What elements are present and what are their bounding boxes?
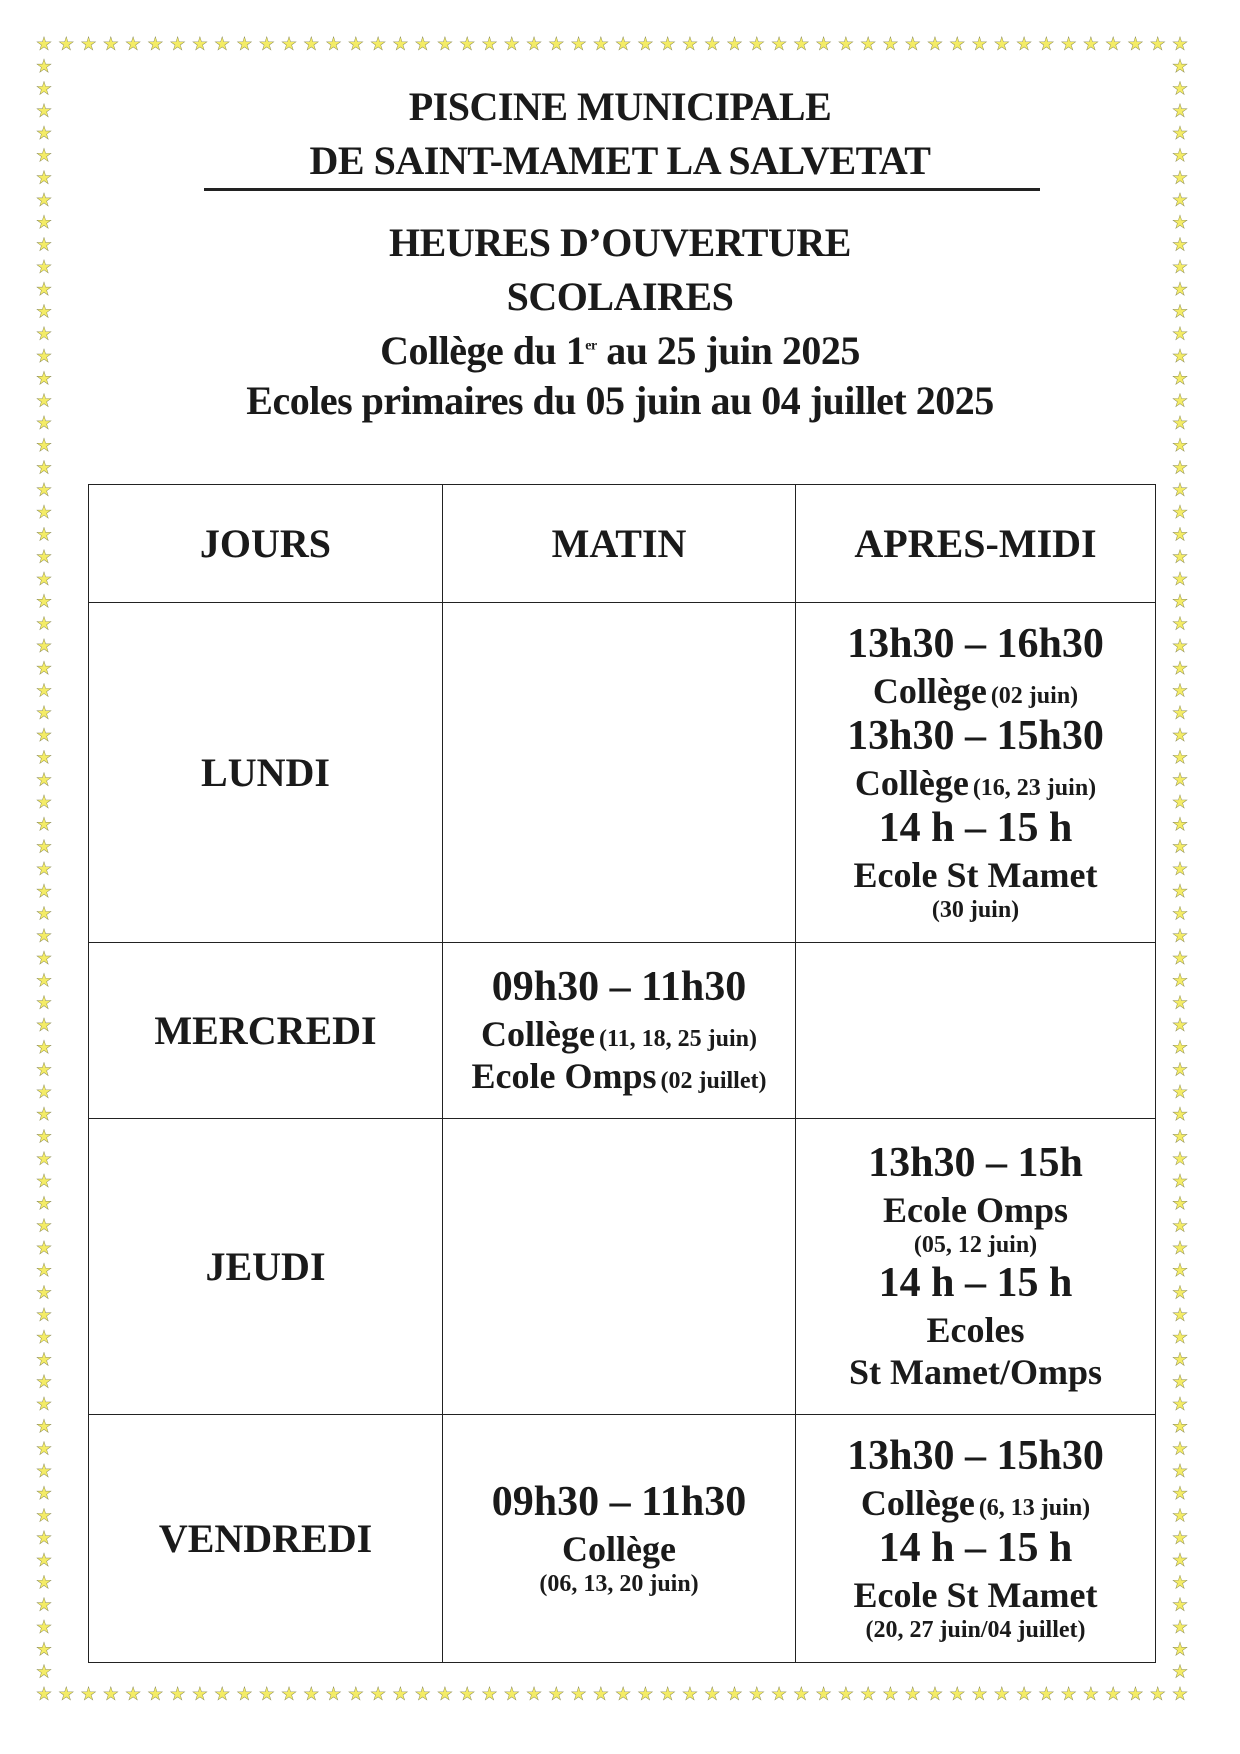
time-slot: 14 h – 15 h xyxy=(878,805,1073,852)
star-icon xyxy=(1172,58,1188,74)
star-icon xyxy=(36,58,52,74)
star-icon xyxy=(1172,950,1188,966)
star-icon xyxy=(326,1686,342,1702)
star-icon xyxy=(994,1686,1010,1702)
star-icon xyxy=(994,36,1010,52)
star-icon xyxy=(36,1396,52,1412)
star-icon xyxy=(1172,504,1188,520)
star-icon xyxy=(36,527,52,543)
schedule-entry xyxy=(796,1432,1155,1524)
star-icon xyxy=(949,1686,965,1702)
star-icon xyxy=(303,1686,319,1702)
star-icon xyxy=(36,750,52,766)
college-period xyxy=(0,324,1240,378)
star-icon xyxy=(1172,1575,1188,1591)
star-icon xyxy=(1172,906,1188,922)
time-slot: 13h30 – 15h30 xyxy=(847,713,1104,760)
star-icon xyxy=(1172,727,1188,743)
star-icon xyxy=(326,36,342,52)
star-icon xyxy=(103,36,119,52)
day-cell: JEUDI xyxy=(89,1119,443,1415)
star-icon xyxy=(882,1686,898,1702)
date-note: (11, 18, 25 juin) xyxy=(598,1025,757,1052)
star-icon xyxy=(1061,1686,1077,1702)
place-name: Ecole Omps xyxy=(883,1189,1068,1230)
star-icon xyxy=(704,1686,720,1702)
star-icon xyxy=(1172,861,1188,877)
star-icon xyxy=(1172,772,1188,788)
star-icon xyxy=(972,1686,988,1702)
star-icon xyxy=(771,1686,787,1702)
star-icon xyxy=(1172,1463,1188,1479)
star-icon xyxy=(860,36,876,52)
star-icon xyxy=(1172,1084,1188,1100)
star-icon xyxy=(927,1686,943,1702)
star-icon xyxy=(1172,527,1188,543)
place-with-note xyxy=(796,762,1155,804)
star-icon xyxy=(125,36,141,52)
schedule-entry xyxy=(443,963,795,1055)
star-icon xyxy=(1172,1129,1188,1145)
star-icon xyxy=(36,883,52,899)
date-note: (6, 13 juin) xyxy=(978,1494,1091,1521)
star-icon xyxy=(147,1686,163,1702)
star-icon xyxy=(348,36,364,52)
star-icon xyxy=(125,1686,141,1702)
table-row xyxy=(89,603,1156,943)
date-note: (05, 12 juin) xyxy=(913,1232,1038,1259)
star-icon xyxy=(1172,1352,1188,1368)
star-icon xyxy=(1172,1441,1188,1457)
star-icon xyxy=(481,36,497,52)
star-icon xyxy=(1172,36,1188,52)
star-icon xyxy=(793,1686,809,1702)
schedule-entry xyxy=(796,712,1155,804)
star-icon xyxy=(36,1418,52,1434)
star-icon xyxy=(36,1106,52,1122)
star-icon xyxy=(36,1597,52,1613)
star-icon xyxy=(303,36,319,52)
star-icon xyxy=(548,36,564,52)
star-icon xyxy=(459,1686,475,1702)
star-icon xyxy=(214,36,230,52)
ecoles-period: Ecoles primaires du 05 juin au 04 juillet 2025 xyxy=(246,378,994,423)
star-icon xyxy=(36,1307,52,1323)
date-note: (30 juin) xyxy=(931,897,1020,924)
place-name: Ecoles xyxy=(926,1309,1025,1350)
star-icon xyxy=(36,1151,52,1167)
schedule-entry xyxy=(443,1478,795,1598)
star-icon xyxy=(36,1352,52,1368)
star-icon xyxy=(370,36,386,52)
star-icon xyxy=(660,36,676,52)
star-icon xyxy=(1172,1307,1188,1323)
star-icon xyxy=(36,727,52,743)
star-icon xyxy=(36,972,52,988)
star-icon xyxy=(36,1218,52,1234)
star-icon xyxy=(36,482,52,498)
table-row xyxy=(89,943,1156,1119)
star-icon xyxy=(1172,1285,1188,1301)
place-name: Ecole Omps xyxy=(471,1056,657,1097)
star-icon xyxy=(36,1485,52,1501)
time-slot: 13h30 – 16h30 xyxy=(847,621,1104,668)
star-icon xyxy=(36,593,52,609)
star-icon xyxy=(816,1686,832,1702)
star-icon xyxy=(36,995,52,1011)
star-icon xyxy=(370,1686,386,1702)
star-icon xyxy=(1172,1062,1188,1078)
star-icon xyxy=(1172,192,1188,208)
star-icon xyxy=(749,1686,765,1702)
place-name: St Mamet/Omps xyxy=(849,1352,1102,1393)
hours-title-line1: HEURES D’OUVERTURE xyxy=(389,220,851,265)
star-icon xyxy=(236,1686,252,1702)
star-icon xyxy=(882,36,898,52)
star-icon xyxy=(1061,36,1077,52)
header-jours: JOURS xyxy=(89,485,443,603)
star-icon xyxy=(637,36,653,52)
star-icon xyxy=(927,36,943,52)
star-icon xyxy=(615,36,631,52)
day-cell: MERCREDI xyxy=(89,943,443,1119)
star-icon xyxy=(972,36,988,52)
star-icon xyxy=(1172,1151,1188,1167)
schedule-cell xyxy=(796,1415,1156,1663)
star-icon xyxy=(1172,1396,1188,1412)
place-name: Ecole St Mamet xyxy=(853,1574,1098,1615)
star-icon xyxy=(1172,883,1188,899)
star-icon xyxy=(905,1686,921,1702)
star-icon xyxy=(103,1686,119,1702)
star-icon xyxy=(727,36,743,52)
star-icon xyxy=(36,1619,52,1635)
star-icon xyxy=(259,36,275,52)
star-icon xyxy=(682,1686,698,1702)
star-icon xyxy=(615,1686,631,1702)
place-name: Ecole St Mamet xyxy=(853,854,1098,895)
time-slot: 09h30 – 11h30 xyxy=(491,964,747,1011)
star-icon xyxy=(1172,1218,1188,1234)
star-icon xyxy=(838,1686,854,1702)
star-icon xyxy=(36,1664,52,1680)
table-row xyxy=(89,1119,1156,1415)
pool-name-line1: PISCINE MUNICIPALE xyxy=(408,84,832,129)
star-icon xyxy=(36,794,52,810)
star-icon xyxy=(36,1240,52,1256)
star-icon xyxy=(1172,1039,1188,1055)
star-icon xyxy=(415,36,431,52)
star-icon xyxy=(1016,1686,1032,1702)
star-icon xyxy=(1172,816,1188,832)
star-icon xyxy=(593,1686,609,1702)
star-icon xyxy=(1172,1262,1188,1278)
time-slot: 09h30 – 11h30 xyxy=(491,1479,747,1526)
star-icon xyxy=(36,1641,52,1657)
star-icon xyxy=(36,616,52,632)
star-icon xyxy=(771,36,787,52)
college-period-prefix: Collège du 1 xyxy=(380,328,586,373)
star-icon xyxy=(1038,1686,1054,1702)
star-icon xyxy=(660,1686,676,1702)
star-icon xyxy=(214,1686,230,1702)
schedule-cell xyxy=(443,603,796,943)
star-icon xyxy=(392,1686,408,1702)
star-icon xyxy=(1127,1686,1143,1702)
star-icon xyxy=(437,1686,453,1702)
star-icon xyxy=(1172,705,1188,721)
star-icon xyxy=(36,660,52,676)
star-icon xyxy=(392,36,408,52)
star-icon xyxy=(1172,1106,1188,1122)
day-cell: LUNDI xyxy=(89,603,443,943)
star-icon xyxy=(36,1530,52,1546)
star-icon xyxy=(36,36,52,52)
star-icon xyxy=(1105,36,1121,52)
star-icon xyxy=(36,1084,52,1100)
star-icon xyxy=(36,1463,52,1479)
star-icon xyxy=(571,1686,587,1702)
time-slot: 13h30 – 15h xyxy=(868,1140,1083,1187)
star-icon xyxy=(526,1686,542,1702)
star-icon xyxy=(36,192,52,208)
star-icon xyxy=(548,1686,564,1702)
place-name: Collège xyxy=(854,762,969,803)
star-icon xyxy=(1172,1240,1188,1256)
star-icon xyxy=(36,950,52,966)
star-icon xyxy=(259,1686,275,1702)
place-with-note xyxy=(443,1055,795,1097)
schedule-table xyxy=(88,484,1156,1663)
star-icon xyxy=(949,36,965,52)
star-icon xyxy=(1150,36,1166,52)
star-icon xyxy=(704,36,720,52)
star-icon xyxy=(36,1129,52,1145)
star-icon xyxy=(637,1686,653,1702)
table-row xyxy=(89,1415,1156,1663)
star-icon xyxy=(36,906,52,922)
star-icon xyxy=(36,571,52,587)
star-icon xyxy=(749,36,765,52)
star-icon xyxy=(1083,1686,1099,1702)
title-underline xyxy=(204,188,1040,191)
star-icon xyxy=(1172,593,1188,609)
schedule-entry xyxy=(796,1139,1155,1259)
schedule-entry xyxy=(796,804,1155,924)
star-icon xyxy=(1172,437,1188,453)
star-icon xyxy=(1172,794,1188,810)
star-icon xyxy=(36,705,52,721)
star-icon xyxy=(1172,1485,1188,1501)
star-icon xyxy=(1172,1552,1188,1568)
schedule-cell xyxy=(796,603,1156,943)
star-icon xyxy=(1172,638,1188,654)
star-icon xyxy=(170,1686,186,1702)
star-icon xyxy=(1038,36,1054,52)
day-cell: VENDREDI xyxy=(89,1415,443,1663)
date-note: (06, 13, 20 juin) xyxy=(539,1571,699,1598)
star-icon xyxy=(727,1686,743,1702)
schedule-cell xyxy=(443,1415,796,1663)
date-note: (02 juin) xyxy=(990,682,1079,709)
star-icon xyxy=(1172,460,1188,476)
star-icon xyxy=(36,1329,52,1345)
star-icon xyxy=(1172,1619,1188,1635)
star-icon xyxy=(1172,995,1188,1011)
star-icon xyxy=(1172,1195,1188,1211)
place-with-note xyxy=(796,1482,1155,1524)
star-icon xyxy=(36,1552,52,1568)
star-icon xyxy=(36,1039,52,1055)
star-icon xyxy=(1083,36,1099,52)
star-icon xyxy=(281,1686,297,1702)
place-with-note xyxy=(796,854,1155,896)
time-slot: 14 h – 15 h xyxy=(878,1525,1073,1572)
star-icon xyxy=(571,36,587,52)
star-icon xyxy=(1150,1686,1166,1702)
star-icon xyxy=(36,772,52,788)
star-icon xyxy=(36,437,52,453)
star-icon xyxy=(1172,683,1188,699)
star-icon xyxy=(281,36,297,52)
star-icon xyxy=(1172,1418,1188,1434)
star-icon xyxy=(1172,1664,1188,1680)
time-slot: 13h30 – 15h30 xyxy=(847,1433,1104,1480)
star-icon xyxy=(1127,36,1143,52)
star-icon xyxy=(36,1062,52,1078)
star-icon xyxy=(36,1508,52,1524)
star-icon xyxy=(526,36,542,52)
star-icon xyxy=(81,36,97,52)
college-period-suffix: au 25 juin 2025 xyxy=(596,328,860,373)
star-icon xyxy=(1172,616,1188,632)
star-icon xyxy=(36,638,52,654)
star-icon xyxy=(1172,1017,1188,1033)
schedule-cell xyxy=(443,1119,796,1415)
star-icon xyxy=(481,1686,497,1702)
star-icon xyxy=(1172,1173,1188,1189)
star-icon xyxy=(1172,839,1188,855)
star-icon xyxy=(1172,928,1188,944)
star-icon xyxy=(437,36,453,52)
place-with-note xyxy=(796,670,1155,712)
star-icon xyxy=(1172,571,1188,587)
college-period-sup: er xyxy=(585,338,597,354)
star-icon xyxy=(348,1686,364,1702)
star-icon xyxy=(504,36,520,52)
star-icon xyxy=(36,504,52,520)
star-icon xyxy=(36,1285,52,1301)
star-icon xyxy=(36,861,52,877)
star-icon xyxy=(504,1686,520,1702)
star-icon xyxy=(1172,750,1188,766)
star-icon xyxy=(1172,482,1188,498)
star-icon xyxy=(170,36,186,52)
star-icon xyxy=(36,928,52,944)
schedule-entry xyxy=(796,1524,1155,1644)
star-icon xyxy=(58,36,74,52)
star-icon xyxy=(36,549,52,565)
star-icon xyxy=(1172,1329,1188,1345)
star-icon xyxy=(1172,660,1188,676)
star-icon xyxy=(192,1686,208,1702)
star-icon xyxy=(36,1017,52,1033)
place-name: Collège xyxy=(562,1528,676,1569)
star-icon xyxy=(1105,1686,1121,1702)
star-icon xyxy=(36,1195,52,1211)
place-name: Collège xyxy=(860,1482,975,1523)
star-icon xyxy=(81,1686,97,1702)
place-with-note xyxy=(443,1013,795,1055)
star-icon xyxy=(36,1173,52,1189)
date-note: (02 juillet) xyxy=(660,1068,767,1095)
star-icon xyxy=(593,36,609,52)
schedule-entry xyxy=(443,1055,795,1097)
place-name: Collège xyxy=(481,1013,595,1054)
star-icon xyxy=(793,36,809,52)
table-header-row xyxy=(89,485,1156,603)
star-icon xyxy=(1172,1508,1188,1524)
star-icon xyxy=(147,36,163,52)
star-icon xyxy=(36,1374,52,1390)
star-icon xyxy=(860,1686,876,1702)
star-icon xyxy=(36,816,52,832)
star-icon xyxy=(415,1686,431,1702)
star-icon xyxy=(816,36,832,52)
place-name: Collège xyxy=(872,670,987,711)
star-icon xyxy=(905,36,921,52)
star-icon xyxy=(1016,36,1032,52)
header-apres-midi: APRES-MIDI xyxy=(796,485,1156,603)
schedule-cell xyxy=(796,943,1156,1119)
header-matin: MATIN xyxy=(443,485,796,603)
time-slot: 14 h – 15 h xyxy=(878,1260,1073,1307)
pool-name-line2: DE SAINT-MAMET LA SALVETAT xyxy=(309,138,931,183)
hours-title-line2: SCOLAIRES xyxy=(506,274,734,319)
date-note: (20, 27 juin/04 juillet) xyxy=(865,1617,1086,1644)
star-icon xyxy=(58,1686,74,1702)
star-icon xyxy=(192,36,208,52)
star-icon xyxy=(1172,972,1188,988)
star-icon xyxy=(1172,1530,1188,1546)
star-icon xyxy=(1172,1641,1188,1657)
star-icon xyxy=(36,1262,52,1278)
star-icon xyxy=(1172,1374,1188,1390)
star-icon xyxy=(36,839,52,855)
schedule-cell xyxy=(443,943,796,1119)
schedule-entry xyxy=(796,620,1155,712)
star-icon xyxy=(459,36,475,52)
date-note: (16, 23 juin) xyxy=(972,774,1097,801)
star-icon xyxy=(1172,1597,1188,1613)
star-icon xyxy=(36,1686,52,1702)
star-icon xyxy=(1172,1686,1188,1702)
star-icon xyxy=(36,1441,52,1457)
star-icon xyxy=(36,1575,52,1591)
star-icon xyxy=(36,460,52,476)
schedule-cell xyxy=(796,1119,1156,1415)
star-icon xyxy=(682,36,698,52)
schedule-entry xyxy=(796,1259,1155,1393)
star-icon xyxy=(36,683,52,699)
star-icon xyxy=(838,36,854,52)
star-icon xyxy=(236,36,252,52)
star-icon xyxy=(1172,549,1188,565)
